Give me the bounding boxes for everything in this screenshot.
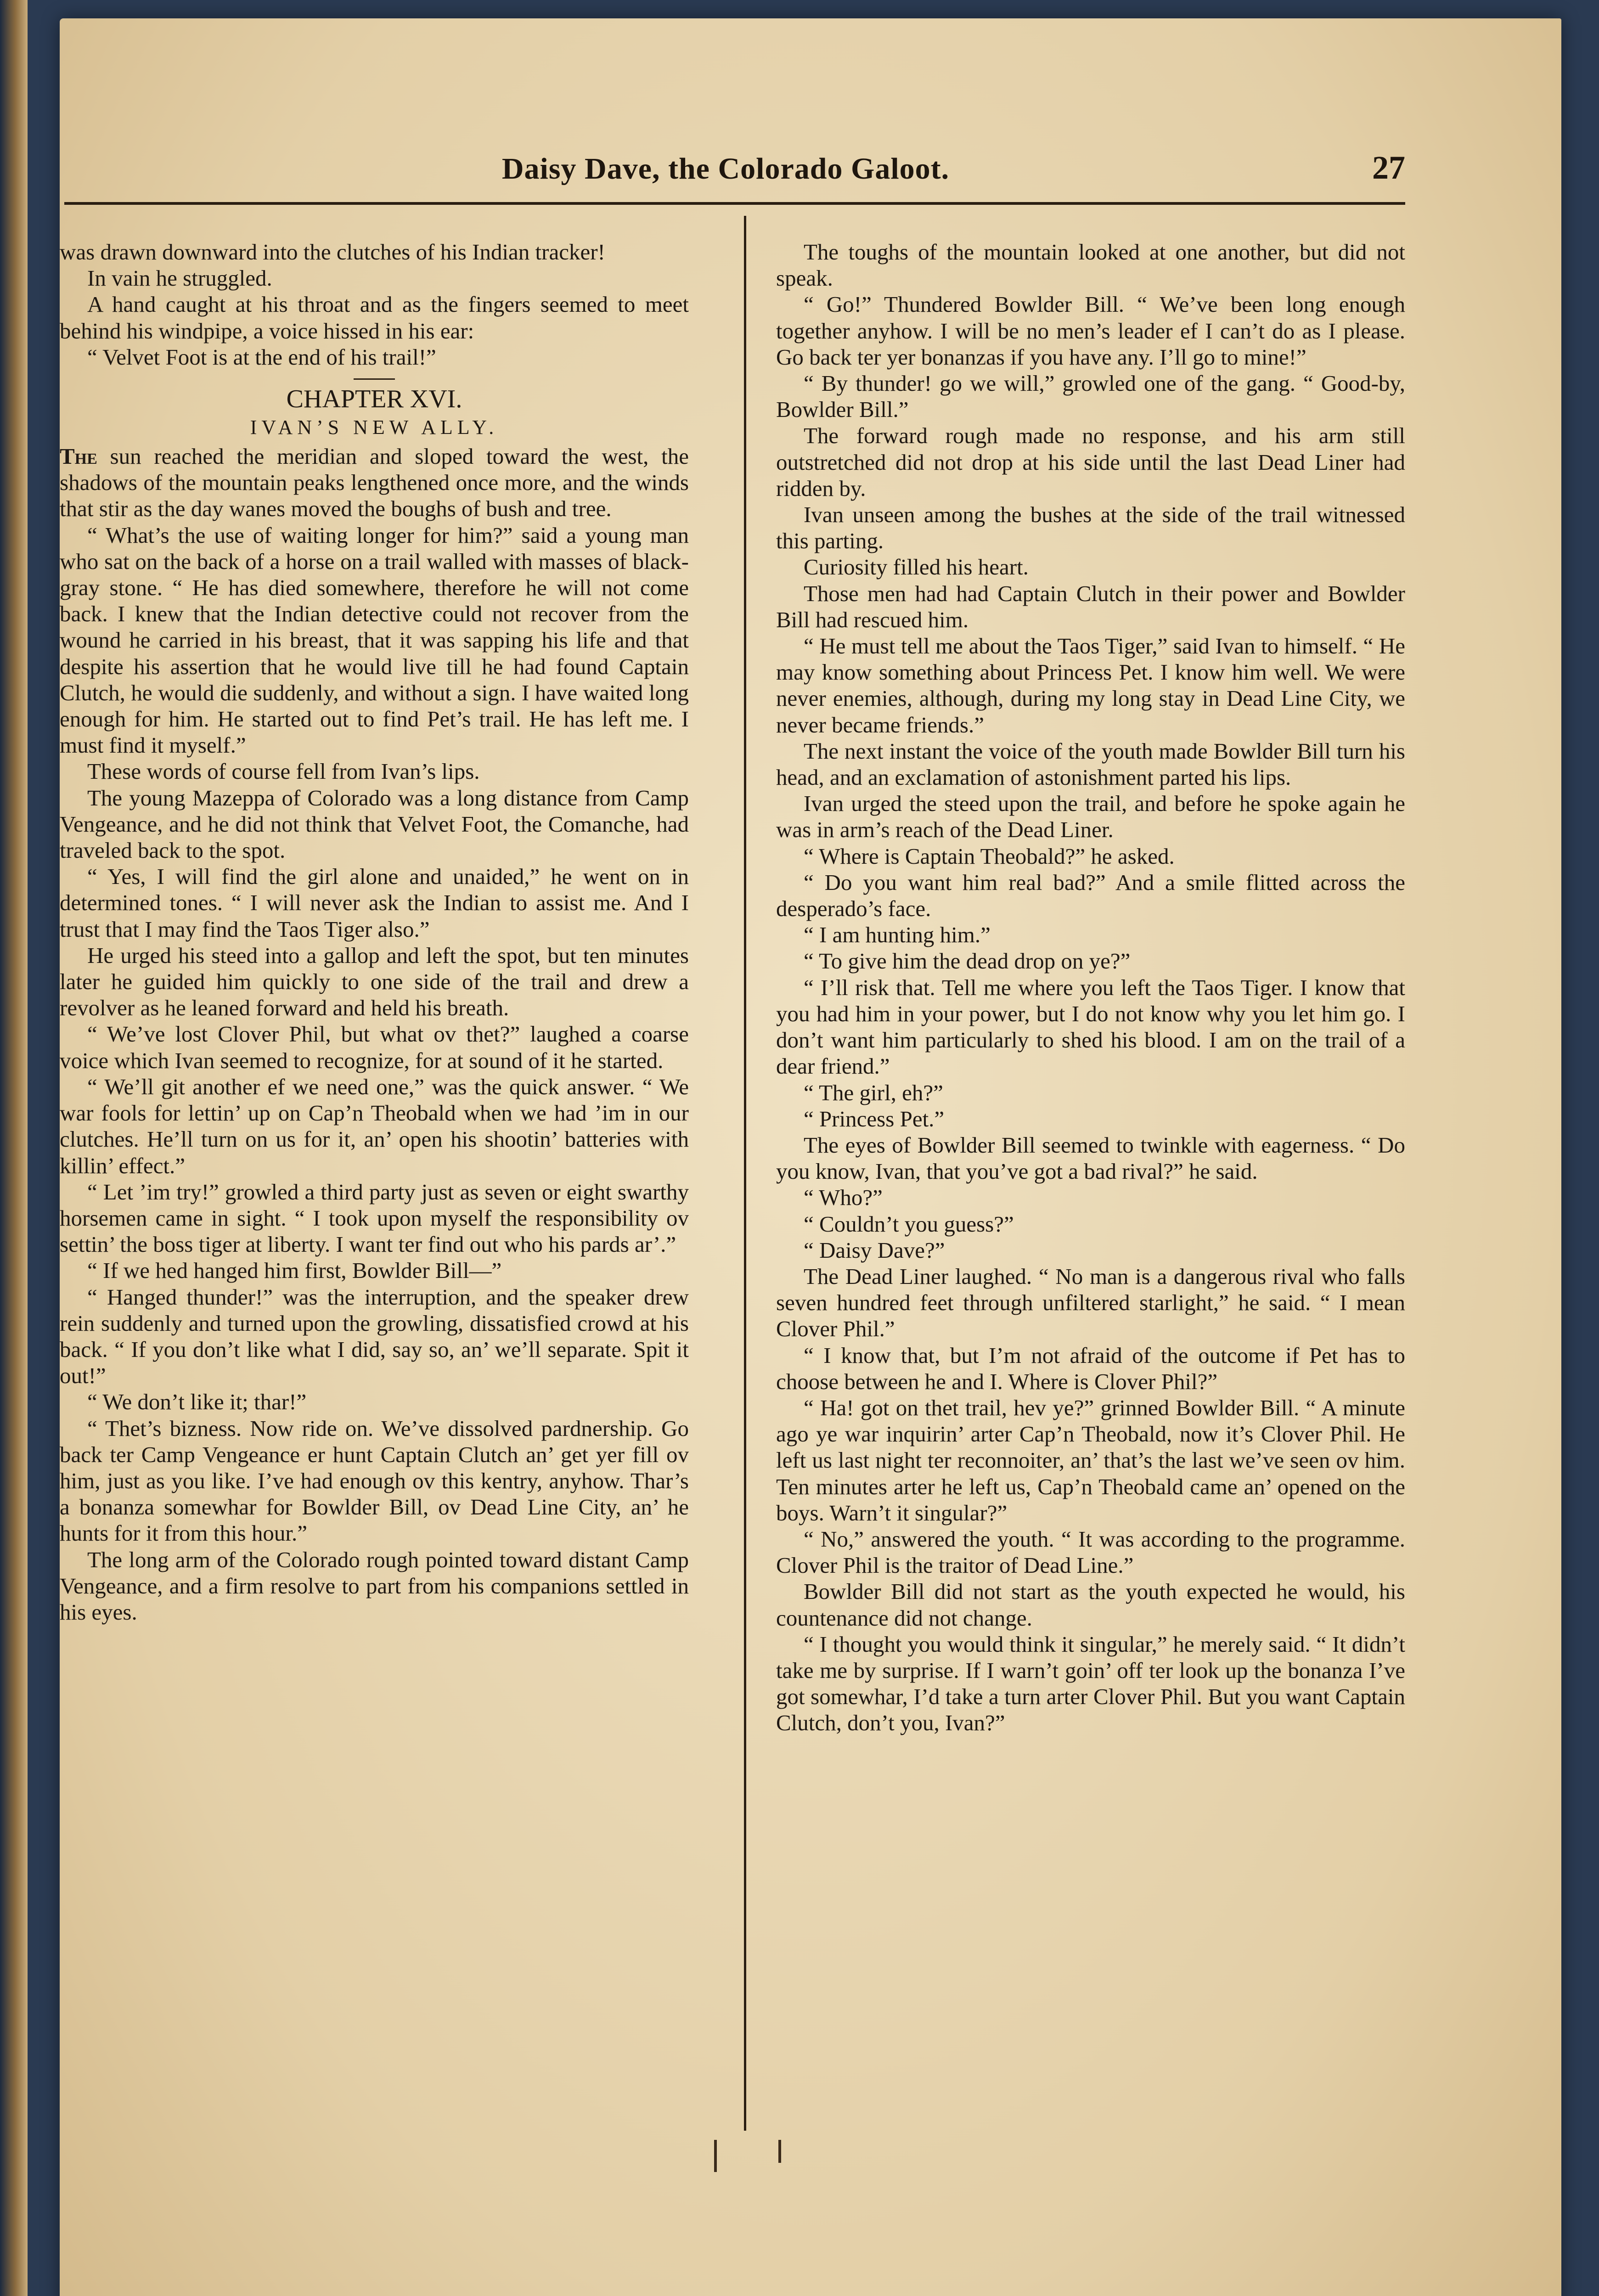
paragraph: “ I’ll risk that. Tell me where you left the Taos Tiger. I know that you had him in your power, but I do not know why you let him go. I don’t want him particularly to shed his blood. I am on the trail of a dear friend.” <box>776 974 1405 1079</box>
left-column <box>60 239 689 2144</box>
paragraph: These words of course fell from Ivan’s lips. <box>87 759 480 784</box>
paragraph: “ Thet’s bizness. Now ride on. We’ve dissolved pardnership. Go back ter Camp Vengeance er hunt Captain Clutch an’ get yer fill ov him, just as you like. I’ve had enough ov this kentry, anyhow. Thar’s a bonanza somewhar for Bowlder Bill, ov Dead Line City, an’ he hunts for it from this hour.” <box>60 1415 689 1546</box>
paragraph: “ Hanged thunder!” was the interruption, and the speaker drew rein suddenly and turned upon the growling, dissatisfied crowd at his back. “ If you don’t like what I did, say so, an’ we’ll separate. Spit it out!” <box>60 1284 689 1389</box>
paragraph: “ Daisy Dave?” <box>804 1237 945 1263</box>
paragraph: “ Where is Captain Theobald?” he asked. <box>804 843 1175 869</box>
paragraph: “ Who?” <box>804 1185 883 1210</box>
paragraph: In vain he struggled. <box>87 265 272 291</box>
paragraph: “ I thought you would think it singular,” he merely said. “ It didn’t take me by surprise. If I warn’t goin’ off ter look up the bonanza I’ve got somewhar, I’d take a turn arter Clover Phil. But you want Captain Clutch, don’t you, Ivan?” <box>776 1631 1405 1736</box>
page-number: 27 <box>1372 149 1405 186</box>
paragraph: The long arm of the Colorado rough pointed toward distant Camp Vengeance, and a firm resolve to part from his companions settled in his eyes. <box>60 1547 689 1625</box>
paragraph: was drawn downward into the clutches of his Indian tracker! <box>60 239 605 264</box>
paragraph: The toughs of the mountain looked at one another, but did not speak. <box>776 239 1405 291</box>
paragraph: “ I know that, but I’m not afraid of the outcome if Pet has to choose between he and I. Where is Clover Phil?” <box>776 1342 1405 1394</box>
paragraph: The young Mazeppa of Colorado was a long distance from Camp Vengeance, and he did not think that Velvet Foot, the Comanche, had traveled back to the spot. <box>60 785 689 863</box>
paragraph: “ Go!” Thundered Bowlder Bill. “ We’ve been long enough together anyhow. I will be no men’s leader ef I can’t do as I please. Go back ter yer bonanzas if you have any. I’ll go to mine!” <box>776 292 1405 370</box>
paragraph: “ We’ll git another ef we need one,” was the quick answer. “ We war fools for lettin’ up on Cap’n Theobald when we had ’im in our clutches. He’ll turn on us for it, an’ open his shootin’ batteries with killin’ effect.” <box>60 1074 689 1178</box>
lead-text: sun reached the meridian and sloped toward the west, the shadows of the mountain peaks lengthened once more, and the winds that stir as the day wanes moved the boughs of bush and tree. <box>60 444 689 522</box>
paragraph: “ He must tell me about the Taos Tiger,” said Ivan to himself. “ He may know something about Princess Pet. I know him well. We were never enemies, although, during my long stay in Dead Line City, we never became friends.” <box>776 633 1405 737</box>
paragraph: “ What’s the use of waiting longer for him?” said a young man who sat on the back of a horse on a trail walled with masses of black-gray stone. “ He has died somewhere, therefore he will not come back. I knew that the Indian detective could not recover from the wound he carried in his breast, that it was sapping his life and that despite his assertion that he would live till he had found Captain Clutch, he would die suddenly, and without a sign. I have waited long enough for him. He started out to find Pet’s trail. He has left me. I must find it myself.” <box>60 522 689 758</box>
printer-mark <box>714 2140 717 2172</box>
chapter-title: CHAPTER XVI. <box>60 378 689 414</box>
paragraph: “ I am hunting him.” <box>804 922 991 948</box>
paragraph: “ The girl, eh?” <box>804 1080 943 1105</box>
paragraph: The next instant the voice of the youth made Bowlder Bill turn his head, and an exclamation of astonishment parted his lips. <box>776 738 1405 790</box>
paragraph: He urged his steed into a gallop and left the spot, but ten minutes later he guided him quickly to one side of the trail and drew a revolver as he leaned forward and held his breath. <box>60 942 689 1021</box>
paragraph: Bowlder Bill did not start as the youth expected he would, his countenance did not change. <box>776 1579 1405 1631</box>
paragraph: Ivan unseen among the bushes at the side of the trail witnessed this parting. <box>776 502 1405 554</box>
paragraph: “ Princess Pet.” <box>804 1106 945 1131</box>
paragraph: “ We don’t like it; thar!” <box>87 1389 307 1415</box>
paragraph: “ No,” answered the youth. “ It was according to the programme. Clover Phil is the traitor of Dead Line.” <box>776 1526 1405 1578</box>
paragraph: “ If we hed hanged him first, Bowlder Bill—” <box>87 1258 502 1283</box>
chapter-opening-paragraph <box>60 443 689 522</box>
paragraph: The forward rough made no response, and his arm still outstretched did not drop at his side until the last Dead Liner had ridden by. <box>776 423 1405 501</box>
paragraph: “ By thunder! go we will,” growled one of the gang. “ Good-by, Bowlder Bill.” <box>776 371 1405 422</box>
printer-marks <box>705 2140 797 2177</box>
paragraph: A hand caught at his throat and as the fingers seemed to meet behind his windpipe, a voice hissed in his ear: <box>60 292 689 343</box>
paragraph: “ Let ’im try!” growled a third party just as seven or eight swarthy horsemen came in sight. “ I took upon myself the responsibility ov settin’ the boss tiger at liberty. I want ter find out who his pards ar’.” <box>60 1179 689 1257</box>
page-header <box>64 138 1405 205</box>
column-divider <box>744 216 746 2131</box>
chapter-subtitle: IVAN’S NEW ALLY. <box>250 416 499 439</box>
paragraph: “ Ha! got on thet trail, hev ye?” grinned Bowlder Bill. “ A minute ago ye war inquirin’ arter Cap’n Theobald, now it’s Clover Phil. He left us last night ter reconnoiter, an’ that’s the last we’ve seen ov him. Ten minutes arter he left us, Cap’n Theobald came an’ opened on the boys. Warn’t it singular?” <box>776 1395 1405 1525</box>
paragraph: “ Velvet Foot is at the end of his trail!” <box>87 344 436 370</box>
running-title: Daisy Dave, the Colorado Galoot. <box>501 152 950 186</box>
paragraph: “ Yes, I will find the girl alone and unaided,” he went on in determined tones. “ I will never ask the Indian to assist me. And I trust that I may find the Taos Tiger also.” <box>60 864 689 942</box>
right-column <box>776 239 1405 2144</box>
paragraph: Those men had had Captain Clutch in their power and Bowlder Bill had rescued him. <box>776 580 1405 632</box>
paragraph: “ We’ve lost Clover Phil, but what ov thet?” laughed a coarse voice which Ivan seemed to recognize, for at sound of it he started. <box>60 1021 689 1073</box>
lead-word: The <box>60 444 97 469</box>
paragraph: The Dead Liner laughed. “ No man is a dangerous rival who falls seven hundred feet through unfiltered starlight,” he said. “ I mean Clover Phil.” <box>776 1263 1405 1342</box>
paragraph: “ Couldn’t you guess?” <box>804 1211 1014 1237</box>
paragraph: “ Do you want him real bad?” And a smile flitted across the desperado’s face. <box>776 869 1405 922</box>
paragraph: “ To give him the dead drop on ye?” <box>804 948 1131 974</box>
book-spine <box>0 0 28 2296</box>
printer-mark <box>778 2140 781 2163</box>
paragraph: Ivan urged the steed upon the trail, and before he spoke again he was in arm’s reach of the Dead Liner. <box>776 791 1405 843</box>
paragraph: Curiosity filled his heart. <box>804 554 1029 580</box>
paragraph: The eyes of Bowlder Bill seemed to twinkle with eagerness. “ Do you know, Ivan, that you’ve got a bad rival?” he said. <box>776 1132 1405 1184</box>
